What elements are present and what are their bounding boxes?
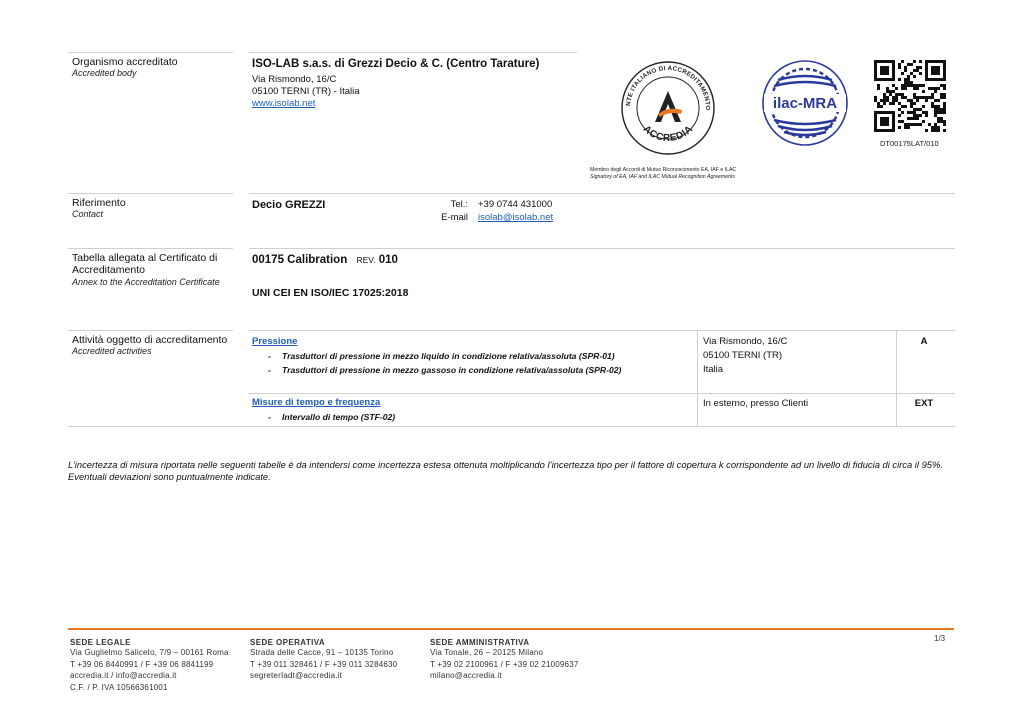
footer-line: accredia.it / info@accredia.it bbox=[70, 671, 177, 680]
tel-label: Tel.: bbox=[450, 199, 468, 210]
location-line: 05100 TERNI (TR) bbox=[703, 350, 783, 361]
annex-title: 00175 Calibration bbox=[252, 254, 348, 266]
bullet-dash: - bbox=[268, 351, 271, 361]
signatory-line1: Membro degli Accordi di Mutuo Riconoscimento EA, IAF e ILAC bbox=[590, 167, 737, 173]
activity-category-pressione[interactable]: Pressione bbox=[252, 336, 298, 347]
footer-line: C.F. / P. IVA 10566361001 bbox=[70, 682, 168, 692]
divider bbox=[249, 330, 955, 331]
footer-line: Via Guglielmo Saliceto, 7/9 – 00161 Roma bbox=[70, 648, 229, 657]
list-item bbox=[268, 351, 615, 361]
qr-code bbox=[874, 60, 946, 132]
rev-value: 010 bbox=[378, 254, 398, 266]
divider bbox=[249, 248, 955, 249]
location-line: In esterno, presso Clienti bbox=[703, 398, 809, 409]
bullet-dash: - bbox=[268, 365, 271, 375]
footer-col-operativa bbox=[250, 638, 397, 682]
org-label: Organismo accreditato bbox=[72, 56, 178, 68]
bullet-dash: - bbox=[268, 412, 271, 422]
list-item bbox=[268, 365, 621, 375]
divider bbox=[68, 426, 955, 427]
divider bbox=[68, 193, 233, 194]
footer-accent-line bbox=[68, 628, 954, 630]
footer-line: Strada delle Cacce, 91 – 10135 Torino bbox=[250, 648, 394, 657]
annex-title-row bbox=[252, 254, 398, 266]
location-code: A bbox=[920, 336, 928, 347]
org-name: ISO-LAB s.a.s. di Grezzi Decio & C. (Centro Tarature) bbox=[252, 58, 540, 70]
footer-line: T +39 06 8440991 / F +39 06 8841199 bbox=[70, 659, 214, 669]
annex-label-line2: Accreditamento bbox=[72, 264, 145, 276]
divider bbox=[697, 330, 698, 426]
activity-item: Intervallo di tempo (STF-02) bbox=[282, 412, 396, 422]
activities-label: Attività oggetto di accreditamento bbox=[72, 334, 228, 346]
divider bbox=[68, 52, 233, 53]
email-link[interactable]: isolab@isolab.net bbox=[478, 212, 554, 223]
accredia-text: ACCREDIA bbox=[640, 123, 696, 145]
page-number: 1/3 bbox=[934, 634, 946, 643]
tel-value: +39 0744 431000 bbox=[478, 199, 553, 210]
divider bbox=[249, 52, 577, 53]
activity-category-tempo[interactable]: Misure di tempo e frequenza bbox=[252, 397, 381, 408]
contact-label: Riferimento bbox=[72, 197, 126, 209]
location-line: Italia bbox=[703, 364, 724, 375]
divider bbox=[249, 193, 955, 194]
footer-line: segreterIadt@accredia.it bbox=[250, 671, 343, 680]
activities-label-en: Accredited activities bbox=[72, 346, 152, 356]
svg-text:ACCREDIA bbox=[641, 124, 696, 144]
org-address1: Via Rismondo, 16/C bbox=[252, 74, 337, 85]
location-code: EXT bbox=[914, 398, 934, 409]
ilac-text: ilac-MRA bbox=[772, 95, 838, 112]
divider bbox=[68, 330, 233, 331]
accredia-logo bbox=[618, 58, 718, 158]
footer-col-legale bbox=[70, 638, 229, 693]
divider bbox=[249, 393, 955, 394]
divider bbox=[68, 248, 233, 249]
org-address2: 05100 TERNI (TR) - Italia bbox=[252, 86, 360, 97]
ilac-mra-logo bbox=[760, 58, 850, 148]
location-line: Via Rismondo, 16/C bbox=[703, 336, 788, 347]
activity-item: Trasduttori di pressione in mezzo liquido in condizione relativa/assoluta (SPR-01) bbox=[282, 351, 615, 361]
footer-col-title: SEDE AMMINISTRATIVA bbox=[430, 638, 530, 647]
footer-line: milano@accredia.it bbox=[430, 671, 502, 680]
annex-label-en: Annex to the Accreditation Certificate bbox=[72, 277, 220, 287]
contact-label-en: Contact bbox=[72, 209, 104, 219]
activity-item: Trasduttori di pressione in mezzo gassoso in condizione relativa/assoluta (SPR-02) bbox=[282, 365, 622, 375]
email-label: E-mail bbox=[441, 212, 468, 223]
list-item bbox=[268, 412, 395, 422]
footer-col-title: SEDE LEGALE bbox=[70, 638, 131, 647]
footer-col-title: SEDE OPERATIVA bbox=[250, 638, 326, 647]
accredia-ring-text: NTE ITALIANO DI ACCREDITAMENTO bbox=[625, 64, 712, 111]
qr-code-label: DT00175LAT/010 bbox=[880, 139, 939, 148]
footer-line: T +39 02 2100961 / F +39 02 21009637 bbox=[430, 659, 579, 669]
org-website-link[interactable]: www.isolab.net bbox=[252, 98, 316, 109]
rev-label: REV. bbox=[356, 255, 376, 265]
uncertainty-note: L’incertezza di misura riportata nelle seguenti tabelle è da intendersi come incertezza estesa ottenuta moltiplicando l’incertezza tipo per il fattore di copertura k corrispondente ad un livello di fiducia di circa il 95%. Eventuali deviazioni sono puntualmente indicate. bbox=[68, 459, 943, 482]
footer-line: Via Tonale, 26 – 20125 Milano bbox=[430, 648, 544, 657]
footer-line: T +39 011 328461 / F +39 011 3284630 bbox=[250, 659, 398, 669]
signatory-line2: Signatory of EA, IAF and ILAC Mutual Recognition Agreements bbox=[590, 174, 736, 180]
annex-standard: UNI CEI EN ISO/IEC 17025:2018 bbox=[252, 287, 409, 299]
annex-label-line1: Tabella allegata al Certificato di bbox=[72, 252, 218, 264]
org-label-en: Accredited body bbox=[72, 68, 137, 78]
footer-col-amministrativa bbox=[430, 638, 579, 682]
contact-name: Decio GREZZI bbox=[252, 199, 326, 211]
